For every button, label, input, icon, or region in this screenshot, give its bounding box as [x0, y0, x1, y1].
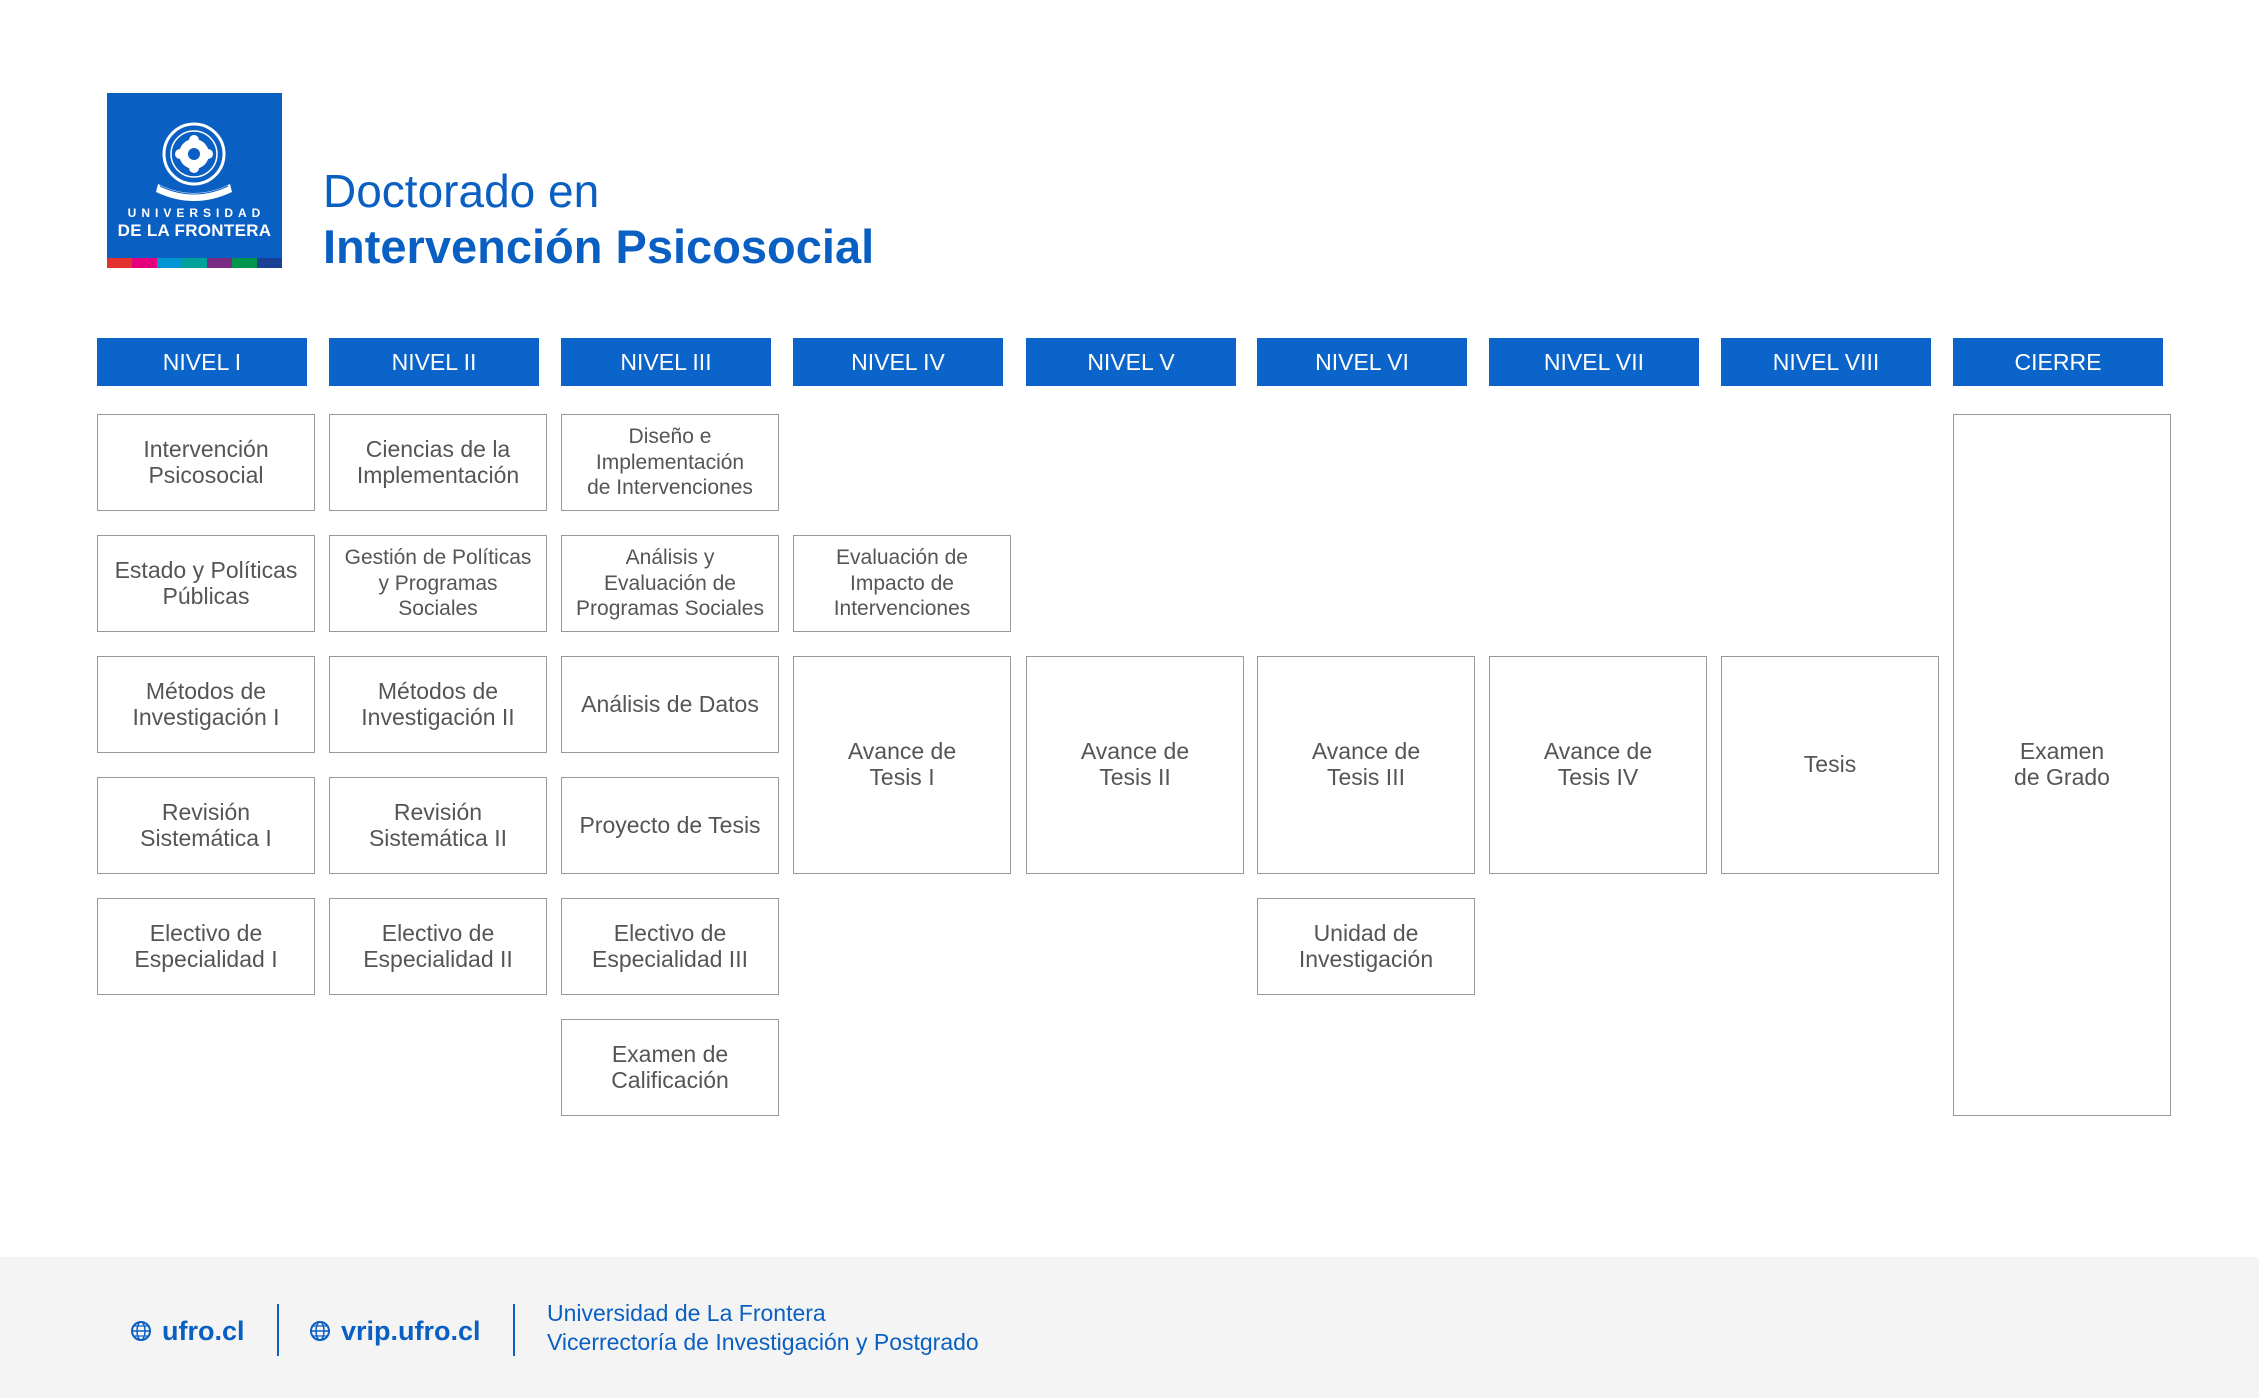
- stripe-segment: [107, 258, 132, 268]
- course-label: Proyecto de Tesis: [579, 811, 761, 838]
- level-header-7: NIVEL VII: [1489, 338, 1699, 386]
- course-label: Avance de Tesis IV: [1543, 738, 1653, 790]
- course-label: Electivo de Especialidad II: [363, 919, 513, 972]
- course-box: [561, 414, 779, 511]
- globe-icon: [309, 1320, 331, 1342]
- course-label: Revisión Sistemática I: [140, 798, 272, 851]
- footer-org-name: Universidad de La Frontera: [547, 1300, 826, 1326]
- page-title-line1: Doctorado en: [323, 165, 600, 217]
- level-header-6: NIVEL VI: [1257, 338, 1467, 386]
- course-box: [561, 656, 779, 753]
- course-label: Avance de Tesis I: [847, 738, 957, 790]
- course-label: Métodos de Investigación I: [132, 677, 280, 730]
- logo-text-line2: DE LA FRONTERA: [117, 221, 272, 240]
- course-label: Electivo de Especialidad I: [134, 919, 278, 972]
- footer-link-label: vrip.ufro.cl: [341, 1315, 481, 1346]
- level-header-cierre: CIERRE: [1953, 338, 2163, 386]
- course-box: [97, 414, 315, 511]
- level-header-3: NIVEL III: [561, 338, 771, 386]
- course-box: [561, 777, 779, 874]
- course-label: Avance de Tesis II: [1080, 738, 1190, 790]
- course-box: [561, 1019, 779, 1116]
- course-box: [561, 535, 779, 632]
- level-header-2: NIVEL II: [329, 338, 539, 386]
- page-title-line2: Intervención Psicosocial: [323, 220, 875, 273]
- course-label: Revisión Sistemática II: [368, 798, 508, 851]
- stripe-segment: [207, 258, 232, 268]
- university-seal-icon: [152, 118, 237, 208]
- course-label: Examen de Grado: [2014, 738, 2110, 790]
- course-box: [97, 535, 315, 632]
- course-box: [1721, 656, 1939, 874]
- course-label: Métodos de Investigación II: [361, 677, 515, 730]
- stripe-segment: [132, 258, 157, 268]
- level-header-5: NIVEL V: [1026, 338, 1236, 386]
- course-box: [561, 898, 779, 995]
- stripe-segment: [232, 258, 257, 268]
- course-label: Evaluación de Impacto de Intervenciones: [833, 546, 971, 621]
- level-header-8: NIVEL VIII: [1721, 338, 1931, 386]
- course-box: [1026, 656, 1244, 874]
- logo-color-stripe: [107, 258, 282, 268]
- footer-link-vrip[interactable]: [309, 1314, 481, 1348]
- footer-link-label: ufro.cl: [162, 1315, 245, 1346]
- course-label: Avance de Tesis III: [1311, 738, 1421, 790]
- stripe-segment: [157, 258, 182, 268]
- course-label: Diseño e Implementación de Intervenciones: [587, 425, 753, 500]
- footer-divider: [513, 1304, 515, 1356]
- course-label: Análisis y Evaluación de Programas Sociales: [576, 546, 764, 621]
- course-label: Intervención Psicosocial: [143, 435, 269, 488]
- stripe-segment: [182, 258, 207, 268]
- course-box: [793, 535, 1011, 632]
- course-box: [329, 777, 547, 874]
- course-label: Tesis: [1803, 751, 1857, 778]
- course-box: [1257, 656, 1475, 874]
- course-box: [97, 777, 315, 874]
- course-label: Estado y Políticas Públicas: [114, 556, 298, 609]
- course-label: Electivo de Especialidad III: [592, 919, 748, 972]
- course-box: [329, 414, 547, 511]
- course-box: [1257, 898, 1475, 995]
- course-label: Unidad de Investigación: [1298, 919, 1434, 972]
- course-label: Gestión de Políticas y Programas Sociales: [344, 546, 532, 621]
- stripe-segment: [257, 258, 282, 268]
- course-label: Análisis de Datos: [581, 690, 759, 717]
- level-header-1: NIVEL I: [97, 338, 307, 386]
- course-label: Ciencias de la Implementación: [356, 435, 520, 488]
- course-box: [97, 656, 315, 753]
- course-box: [793, 656, 1011, 874]
- course-label: Examen de Calificación: [611, 1040, 729, 1093]
- footer-link-ufro[interactable]: [130, 1314, 245, 1348]
- footer-divider: [277, 1304, 279, 1356]
- logo-text-line1: UNIVERSIDAD: [127, 206, 266, 220]
- course-box: [329, 898, 547, 995]
- course-box: [1489, 656, 1707, 874]
- course-box: [1953, 414, 2171, 1116]
- course-box: [97, 898, 315, 995]
- footer-dept-name: Vicerrectoría de Investigación y Postgrado: [547, 1329, 979, 1355]
- level-header-4: NIVEL IV: [793, 338, 1003, 386]
- course-box: [329, 656, 547, 753]
- university-logo: [107, 93, 282, 268]
- course-box: [329, 535, 547, 632]
- globe-icon: [130, 1320, 152, 1342]
